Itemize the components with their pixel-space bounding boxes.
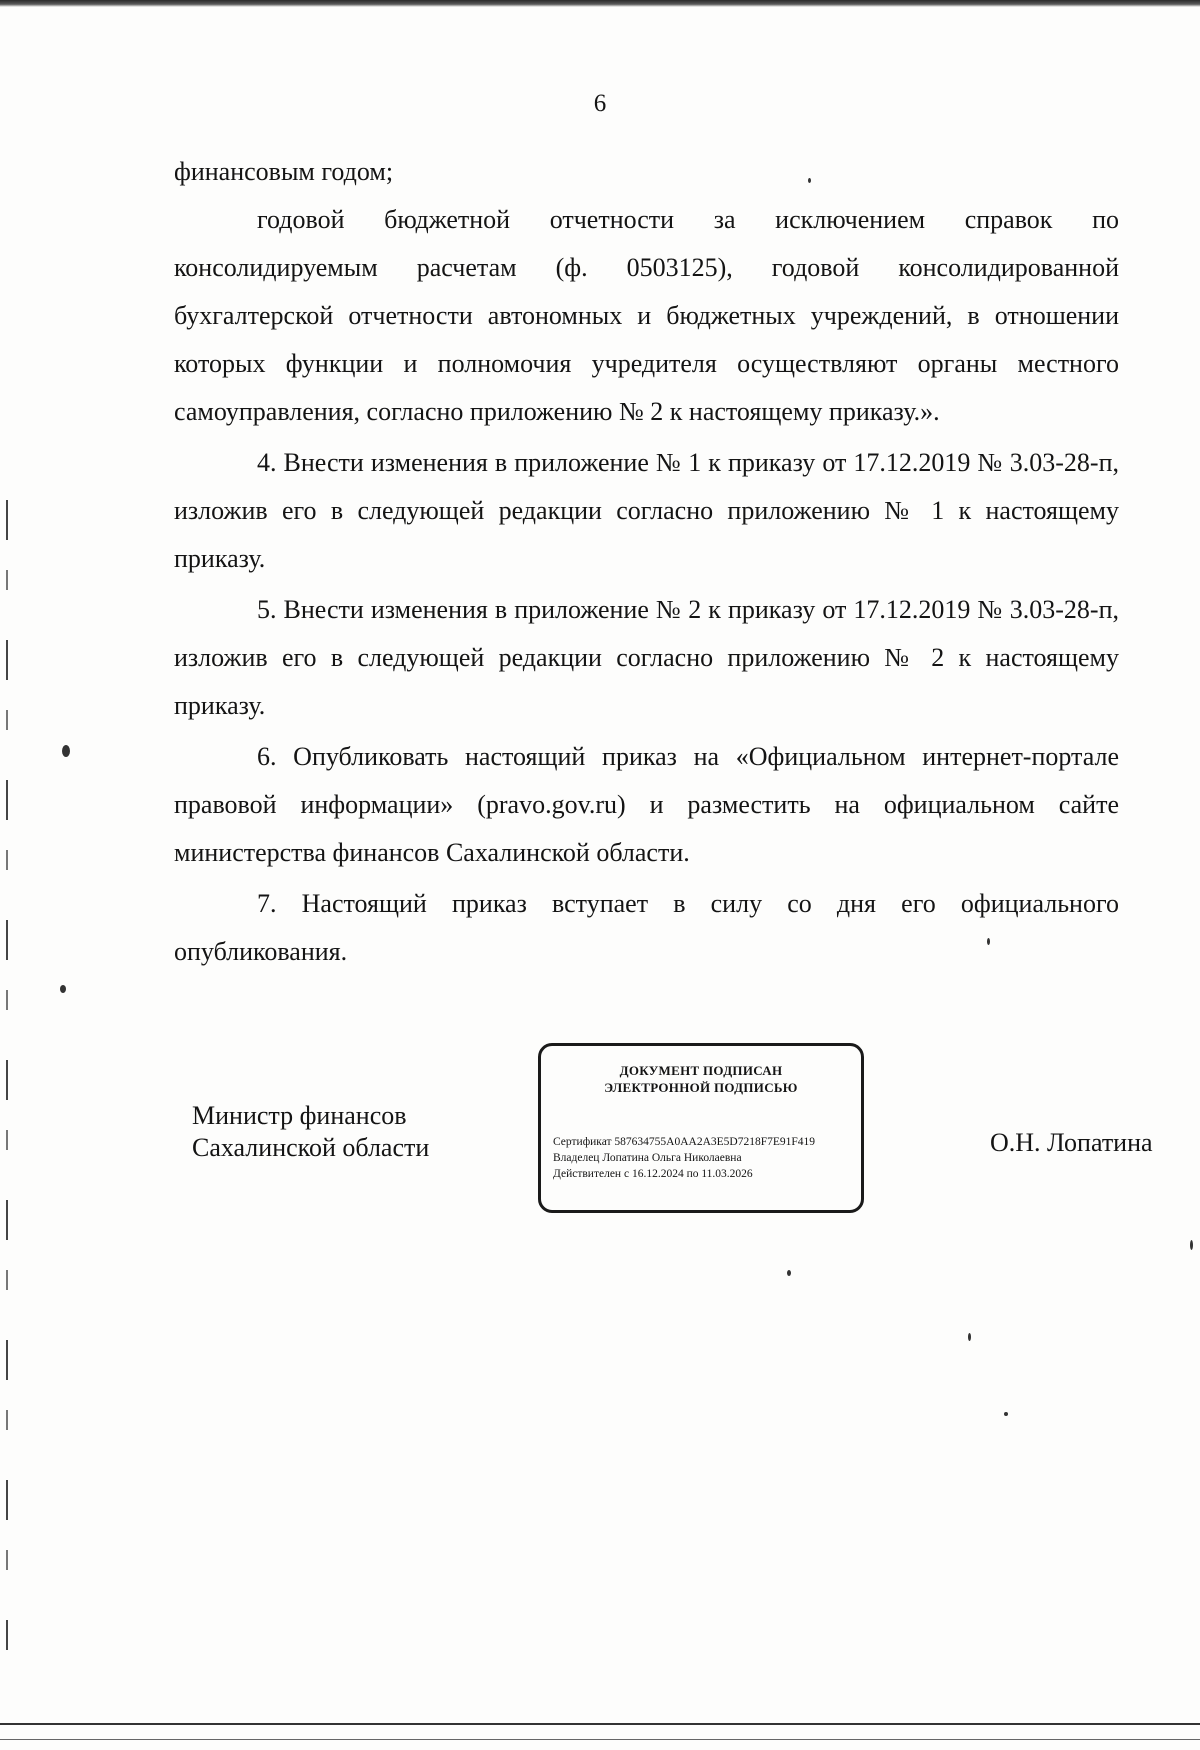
electronic-signature-stamp (538, 1043, 864, 1213)
scan-speck (1190, 1240, 1193, 1250)
paragraph-item-4: 4. Внести изменения в приложение № 1 к приказу от 17.12.2019 № 3.03-28-п, изложив его в следующей редакции согласно приложению № 1 к настоящему приказу. (174, 448, 1119, 573)
paragraph-item-6: 6. Опубликовать настоящий приказ на «Официальном интернет-портале правовой информации» (pravo.gov.ru) и разместить на официальном сайте министерства финансов Сахалинской области. (174, 742, 1119, 867)
paragraph-annual-reporting: годовой бюджетной отчетности за исключением справок по консолидируемым расчетам (ф. 0503125), годовой консолидированной бухгалтерской отчетности автономных и бюджетных учреждений, в отношении которых функции и полномочия учредителя осуществляют органы местного самоуправления, согласно приложению № 2 к настоящему приказу.». (174, 205, 1119, 426)
scan-speck (968, 1333, 971, 1341)
scan-speck (787, 1270, 791, 1276)
stamp-validity: Действителен с 16.12.2024 по 11.03.2026 (553, 1168, 753, 1180)
signer-position (192, 1100, 429, 1164)
page-number: 6 (593, 90, 607, 117)
scan-speck (60, 985, 66, 993)
stamp-details (553, 1134, 849, 1182)
signer-position-line: Министр финансов (192, 1101, 407, 1130)
stamp-heading-line: ДОКУМЕНТ ПОДПИСАН (619, 1063, 783, 1078)
stamp-certificate: Сертификат 587634755A0AA2A3E5D7218F7E91F419 (553, 1136, 816, 1148)
signer-position-line: Сахалинской области (192, 1133, 430, 1162)
scan-left-edge (6, 500, 8, 1650)
scan-top-edge (0, 0, 1200, 7)
scan-bottom-edge (0, 1723, 1200, 1740)
paragraph-item-7: 7. Настоящий приказ вступает в силу со дня его официального опубликования. (174, 889, 1119, 966)
paragraph-continuation: финансовым годом; (174, 157, 394, 186)
scan-speck (1004, 1412, 1008, 1416)
scan-speck (62, 745, 70, 757)
stamp-heading-line: ЭЛЕКТРОННОЙ ПОДПИСЬЮ (604, 1080, 798, 1095)
paragraph-item-5: 5. Внести изменения в приложение № 2 к приказу от 17.12.2019 № 3.03-28-п, изложив его в следующей редакции согласно приложению № 2 к настоящему приказу. (174, 595, 1119, 720)
stamp-heading (553, 1062, 849, 1096)
signer-name: О.Н. Лопатина (990, 1128, 1153, 1157)
stamp-owner: Владелец Лопатина Ольга Николаевна (553, 1152, 742, 1164)
order-text (174, 148, 1119, 976)
